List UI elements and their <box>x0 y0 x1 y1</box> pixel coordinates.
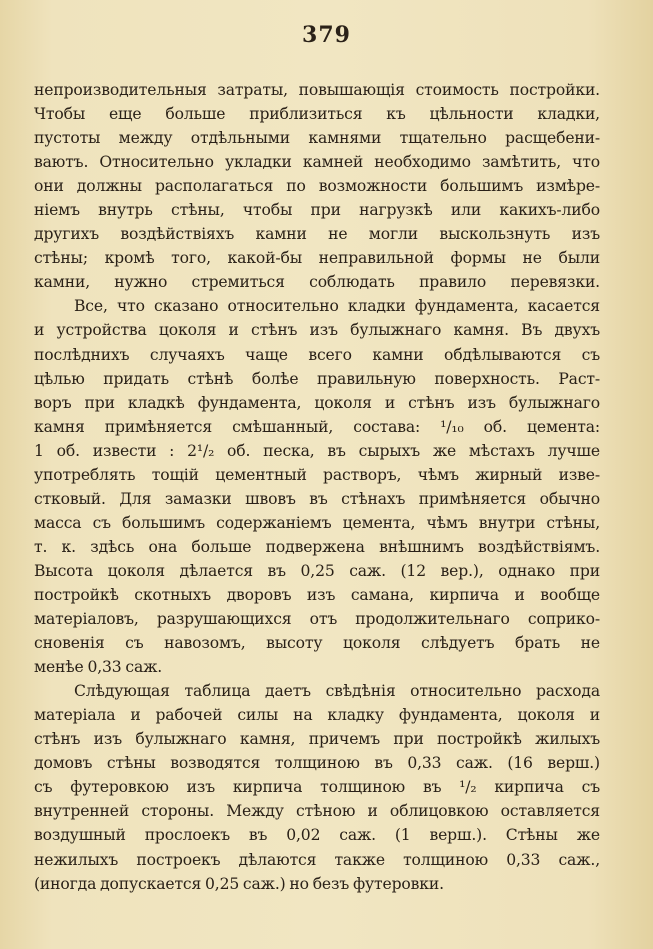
text-line: употреблять тощій цементный растворъ, чѣмъ жирный изве- <box>34 465 600 484</box>
text-line: домовъ стѣны возводятся толщиною въ 0,33 саж. (16 верш.) <box>34 754 600 773</box>
text-line: камни, нужно стремиться соблюдать правило перевязки. <box>34 273 600 292</box>
text-line: (иногда допускается 0,25 саж.) но безъ футеровки. <box>34 874 444 893</box>
text-line: Чтобы еще больше приблизиться къ цѣльности кладки, <box>34 105 600 124</box>
text-line: стковый. Для замазки швовъ въ стѣнахъ примѣняется обычно <box>34 489 600 508</box>
body-text <box>34 78 600 896</box>
text-line: Высота цоколя дѣлается въ 0,25 саж. (12 вер.), однако при <box>34 561 600 580</box>
text-line: цѣлью придать стѣнѣ болѣе правильную поверхность. Раст- <box>34 369 600 388</box>
paragraph-3 <box>34 679 600 895</box>
text-line: внутренней стороны. Между стѣною и облицовкою оставляется <box>34 802 600 821</box>
text-line: ваютъ. Относительно укладки камней необходимо замѣтить, что <box>34 153 600 172</box>
page-number: 379 <box>302 22 351 48</box>
paragraph-2 <box>34 294 600 679</box>
text-line: послѣднихъ случаяхъ чаще всего камни обдѣлываются съ <box>34 345 600 364</box>
text-line: менѣе 0,33 саж. <box>34 658 163 677</box>
text-line: камня примѣняется смѣшанный, состава: ¹/₁₀ об. цемента: <box>34 417 600 436</box>
text-line: пустоты между отдѣльными камнями тщательно расщебени- <box>34 129 600 148</box>
text-line: нежилыхъ построекъ дѣлаются также толщиною 0,33 саж., <box>34 850 600 869</box>
text-line: постройкѣ скотныхъ дворовъ изъ самана, кирпича и вообще <box>34 585 600 604</box>
text-line: другихъ воздѣйствіяхъ камни не могли выскользнуть изъ <box>34 225 600 244</box>
text-line: ніемъ внутрь стѣны, чтобы при нагрузкѣ или какихъ-либо <box>34 201 600 220</box>
text-line: непроизводительныя затраты, повышающія стоимость постройки. <box>34 81 600 99</box>
text-line: съ футеровкою изъ кирпича толщиною въ ¹/₂ кирпича съ <box>34 778 600 797</box>
text-line: Все, что сказано относительно кладки фундамента, касается <box>74 297 600 316</box>
text-line: они должны располагаться по возможности большимъ измѣре- <box>34 177 600 196</box>
text-line: Слѣдующая таблица даетъ свѣдѣнія относительно расхода <box>74 682 600 701</box>
text-line: стѣны; кромѣ того, какой-бы неправильной формы не были <box>34 249 600 268</box>
text-line: воръ при кладкѣ фундамента, цоколя и стѣнъ изъ булыжнаго <box>34 393 600 412</box>
text-line: матеріаловъ, разрушающихся отъ продолжительнаго соприко- <box>34 610 600 629</box>
paragraph-1 <box>34 78 600 294</box>
text-line: 1 об. извести : 2¹/₂ об. песка, въ сырыхъ же мѣстахъ лучше <box>34 441 600 460</box>
text-line: воздушный прослоекъ въ 0,02 саж. (1 верш.). Стѣны же <box>34 826 600 845</box>
text-line: масса съ большимъ содержаніемъ цемента, чѣмъ внутри стѣны, <box>34 513 600 532</box>
text-line: матеріала и рабочей силы на кладку фундамента, цоколя и <box>34 706 600 725</box>
text-line: и устройства цоколя и стѣнъ изъ булыжнаго камня. Въ двухъ <box>34 321 600 340</box>
text-line: стѣнъ изъ булыжнаго камня, причемъ при постройкѣ жилыхъ <box>34 730 600 749</box>
text-line: т. к. здѣсь она больше подвержена внѣшнимъ воздѣйствіямъ. <box>34 537 600 556</box>
text-line: сновенія съ навозомъ, высоту цоколя слѣдуетъ брать не <box>34 634 600 653</box>
